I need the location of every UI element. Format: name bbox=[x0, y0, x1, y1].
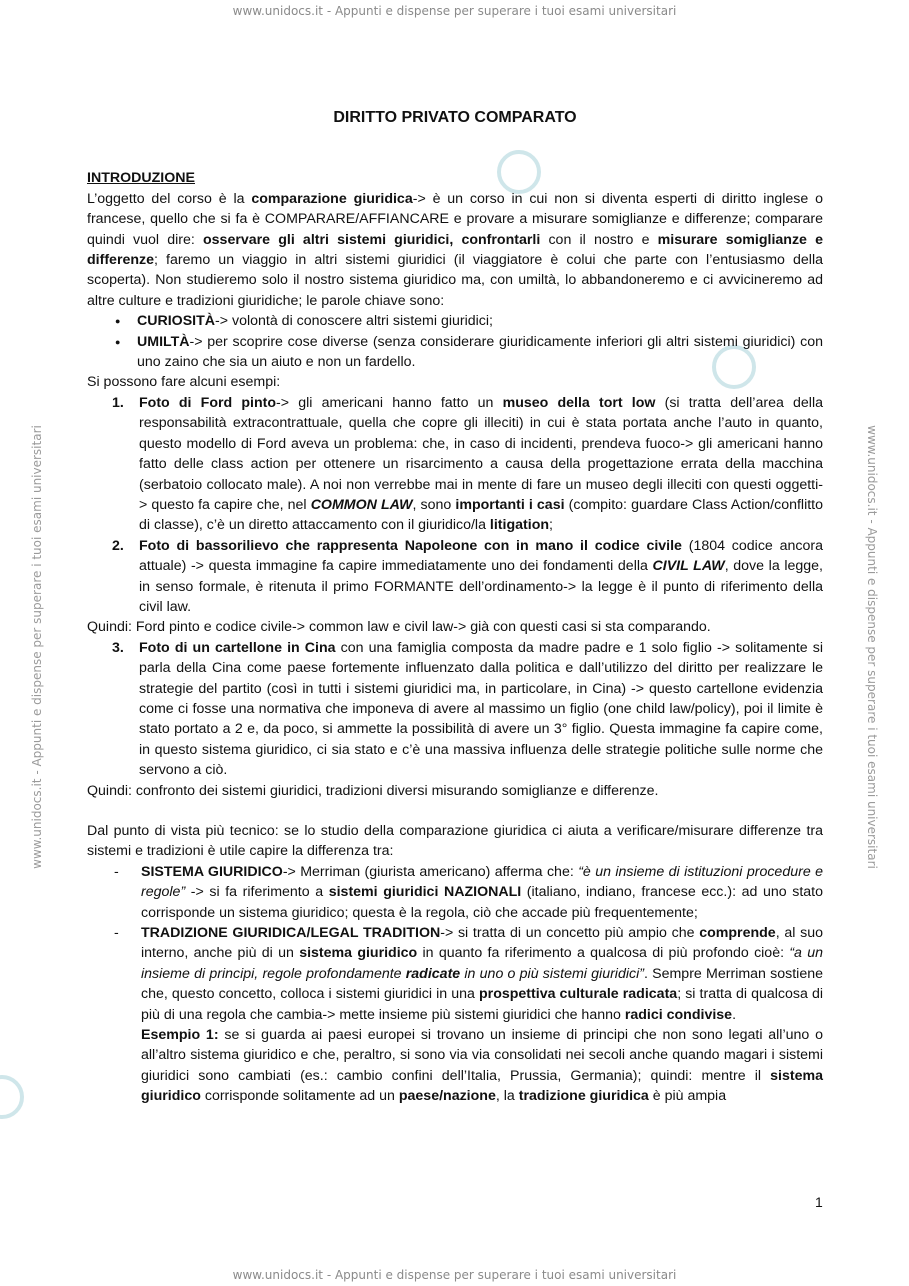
list-item: - TRADIZIONE GIURIDICA/LEGAL TRADITION-> si tratta di un concetto più ampio che comprende, al suo interno, anche più di un sistema giuridico in quanto fa riferimento a qualcosa di più profondo cioè: “a un insieme di principi, regole profondamente radicate in uno o più sistemi giuridici”. Sempre Merriman sostiene che, questo concetto, colloca i sistemi giuridici in una prospettiva culturale radicata; si tratta di qualcosa di più di una regola che cambia-> mette insieme più sistemi giuridici che hanno radici condivise. Esempio 1: se si guarda ai paesi europei si trovano un insieme di principi che non sono legati all’uno o all’altro sistema giuridico e che, peraltro, si sono via via consolidati nei secoli anche quando magari i sistemi giuridici sono cambiati (es.: cambio confini dell’Italia, Prussia, Germania); quindi: mentre il sistema giuridico corrisponde solitamente ad un paese/nazione, la tradizione giuridica è più ampia bbox=[141, 923, 823, 1107]
watermark-logo-icon bbox=[0, 1075, 24, 1119]
examples-list-continued bbox=[87, 638, 823, 781]
blank-line bbox=[87, 801, 823, 821]
examples-list bbox=[87, 393, 823, 617]
list-item: ● UMILTÀ-> per scoprire cose diverse (senza considerare giuridicamente inferiori gli altri sistemi giuridici) con uno zaino che sia un aiuto e non un fardello. bbox=[137, 332, 823, 373]
watermark-left: www.unidocs.it - Appunti e dispense per superare i tuoi esami universitari bbox=[29, 425, 44, 869]
watermark-top: www.unidocs.it - Appunti e dispense per superare i tuoi esami universitari bbox=[232, 4, 677, 18]
list-item: 2. Foto di bassorilievo che rappresenta Napoleone con in mano il codice civile (1804 codice ancora attuale) -> questa immagine fa capire immediatamente uno dei fondamenti della CIVIL LAW, dove la legge, in senso formale, è ritenuta il primo FORMANTE dell’ordinamento-> la legge è il punto di riferimento della civil law. bbox=[112, 537, 823, 615]
example-paragraph: Esempio 1: se si guarda ai paesi europei si trovano un insieme di principi che non sono legati all’uno o all’altro sistema giuridico e che, peraltro, si sono via via consolidati nei secoli anche quando magari i sistemi giuridici sono cambiati (es.: cambio confini dell’Italia, Prussia, Germania); quindi: mentre il sistema giuridico corrisponde solitamente ad un paese/nazione, la tradizione giuridica è più ampia bbox=[141, 1027, 823, 1105]
watermark-bottom: www.unidocs.it - Appunti e dispense per superare i tuoi esami universitari bbox=[232, 1268, 677, 1282]
section-heading-introduzione: INTRODUZIONE bbox=[87, 170, 195, 187]
keyword-list bbox=[87, 311, 823, 372]
summary-line: Quindi: Ford pinto e codice civile-> common law e civil law-> già con questi casi si sta comparando. bbox=[87, 619, 711, 636]
list-item: ● CURIOSITÀ-> volontà di conoscere altri sistemi giuridici; bbox=[137, 311, 823, 331]
paragraph-intro: L’oggetto del corso è la comparazione giuridica-> è un corso in cui non si diventa esperti di diritto inglese o francese, quello che si fa è COMPARARE/AFFIANCARE e provare a misurare somiglianze e differenze; comparare quindi vuol dire: osservare gli altri sistemi giuridici, confrontarli con il nostro e misurare somiglianze e differenze; faremo un viaggio in altri sistemi giuridici (il viaggiatore è colui che parte con l’entusiasmo della scoperta). Non studieremo solo il nostro sistema giuridico ma, con umiltà, lo abbandoneremo e ci avvicineremo ad altre culture e tradizioni giuridiche; le parole chiave sono: bbox=[87, 190, 824, 309]
list-item: - SISTEMA GIURIDICO-> Merriman (giurista americano) afferma che: “è un insieme di istituzioni procedure e regole” -> si fa riferimento a sistemi giuridici NAZIONALI (italiano, indiano, francese ecc.): ad uno stato corrisponde un sistema giuridico; questa è la regola, ciò che accade più frequentemente; bbox=[141, 862, 823, 923]
summary-line: Quindi: confronto dei sistemi giuridici, tradizioni diversi misurando somiglianze e differenze. bbox=[87, 782, 659, 799]
page-number: 1 bbox=[815, 1194, 823, 1210]
list-item: 1. Foto di Ford pinto-> gli americani hanno fatto un museo della tort low (si tratta dell’area della responsabilità extracontrattuale, quella che copre gli illeciti) in cui è stata portata anche l’auto in quanto, questo modello di Ford aveva un problema: che, in caso di incidenti, prendeva fuoco-> gli americani hanno fatto delle class action per ottenere un risarcimento a causa della progettazione errata della macchina (serbatoio collocato male). A noi non verrebbe mai in mente di fare un museo degli illeciti con questi oggetti-> questo fa capire che, nel COMMON LAW, sono importanti i casi (compito: guardare Class Action/conflitto di classe), c’è un diretto attaccamento con il giuridico/la litigation; bbox=[112, 394, 824, 534]
definitions-list bbox=[87, 862, 823, 1107]
paragraph-technical: Dal punto di vista più tecnico: se lo studio della comparazione giuridica ci aiuta a verificare/misurare differenze tra sistemi e tradizioni è utile capire la differenza tra: bbox=[87, 823, 823, 860]
examples-intro: Si possono fare alcuni esempi: bbox=[87, 374, 281, 391]
list-item: 3. Foto di un cartellone in Cina con una famiglia composta da madre padre e 1 solo figlio -> solitamente si parla della Cina come paese fortemente influenzato dalla politica e dall’utilizzo del diritto per realizzare le strategie del partito (così in tutti i sistemi giuridici ma, in particolare, in Cina) -> questo cartellone evidenzia come ci fosse una normativa che imponeva di avere al massimo un figlio (one child law/policy), poi il limite è stato portato a 2 e, da poco, si ammette la possibilità di avere un 3° figlio. Questa immagine fa capire come, in questo sistema giuridico, ci sia stato e c’è una massiva influenza delle strategie politiche sulle norme che servono a ciò. bbox=[112, 639, 824, 779]
document-page bbox=[87, 108, 823, 1107]
watermark-right: www.unidocs.it - Appunti e dispense per superare i tuoi esami universitari bbox=[865, 425, 880, 869]
document-title: DIRITTO PRIVATO COMPARATO bbox=[333, 109, 577, 126]
